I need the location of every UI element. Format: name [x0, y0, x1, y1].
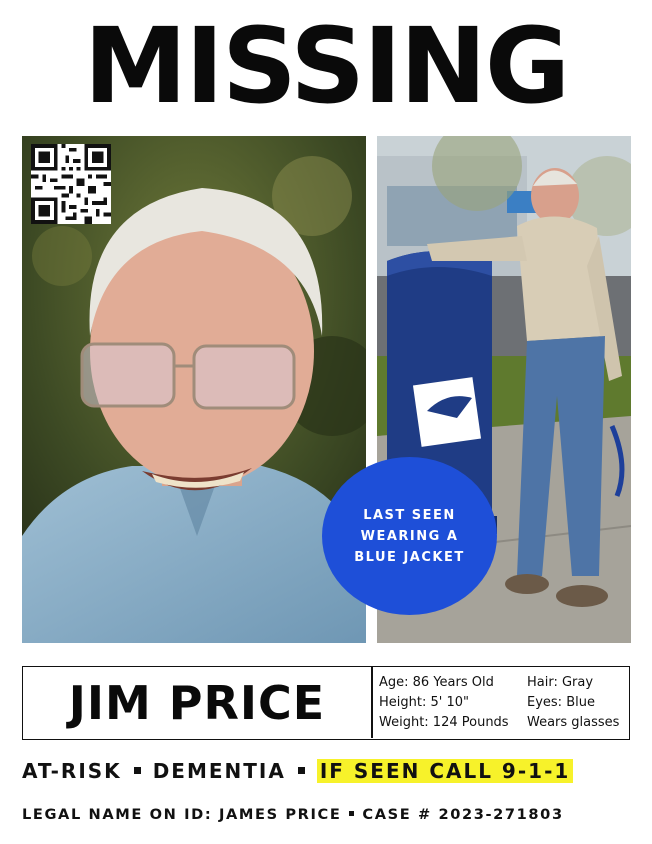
- person-info-box: [22, 666, 630, 740]
- dementia-label: DEMENTIA: [152, 759, 286, 783]
- call-911-callout: IF SEEN CALL 9-1-1: [317, 759, 573, 783]
- age-stat: Age: 86 Years Old: [379, 675, 494, 690]
- separator-square-icon: [134, 767, 141, 774]
- at-risk-label: AT-RISK: [22, 759, 122, 783]
- last-seen-badge: [322, 457, 497, 615]
- hair-stat: Hair: Gray: [527, 675, 594, 690]
- physical-stats-column: [379, 673, 509, 733]
- eyes-stat: Eyes: Blue: [527, 695, 595, 710]
- qr-code-icon[interactable]: [31, 144, 111, 224]
- legal-name: LEGAL NAME ON ID: JAMES PRICE: [22, 806, 342, 823]
- info-divider: [371, 667, 373, 738]
- height-stat: Height: 5' 10": [379, 695, 469, 710]
- legal-line: [22, 804, 564, 826]
- badge-line-2: WEARING A: [360, 528, 459, 544]
- glasses-stat: Wears glasses: [527, 715, 620, 730]
- separator-square-icon: [349, 811, 354, 816]
- badge-line-3: BLUE JACKET: [354, 549, 465, 565]
- usps-eagle-logo: [413, 377, 481, 447]
- person-name: JIM PRICE: [68, 675, 326, 730]
- badge-line-1: LAST SEEN: [363, 507, 456, 523]
- weight-stat: Weight: 124 Pounds: [379, 715, 509, 730]
- alert-line: [22, 757, 573, 785]
- poster-title: MISSING: [83, 5, 569, 127]
- case-number: CASE # 2023-271803: [362, 806, 564, 823]
- appearance-stats-column: [527, 673, 619, 733]
- separator-square-icon: [298, 767, 305, 774]
